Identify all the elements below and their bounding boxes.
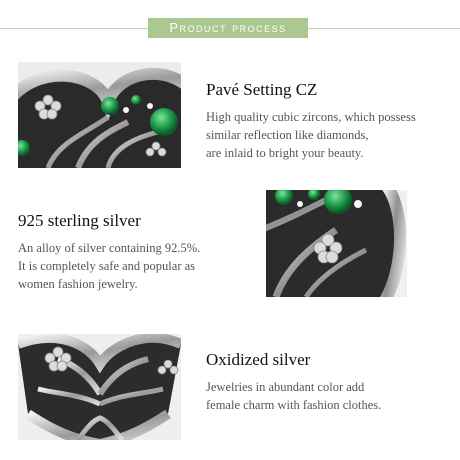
oxidized-silver-description (206, 378, 446, 414)
description-line: similar reflection like diamonds, (206, 128, 369, 142)
sterling-silver-section (18, 211, 258, 293)
pave-setting-section (206, 80, 446, 162)
description-line: are inlaid to bright your beauty. (206, 146, 364, 160)
description-line: High quality cubic zircons, which possess (206, 110, 416, 124)
section-header (0, 18, 460, 38)
description-line: female charm with fashion clothes. (206, 398, 382, 412)
header-title: Product process (148, 18, 308, 38)
pave-setting-description (206, 108, 446, 162)
sterling-silver-title: 925 sterling silver (18, 211, 141, 230)
description-line: women fashion jewelry. (18, 277, 138, 291)
description-line: An alloy of silver containing 92.5%. (18, 241, 201, 255)
charm-photo-sterling-silver (266, 190, 407, 297)
sterling-silver-description (18, 239, 258, 293)
oxidized-silver-section (206, 350, 446, 414)
charm-photo-pave-setting (18, 62, 181, 168)
description-line: It is completely safe and popular as (18, 259, 196, 273)
pave-setting-title: Pavé Setting CZ (206, 80, 318, 99)
oxidized-silver-title: Oxidized silver (206, 350, 311, 369)
description-line: Jewelries in abundant color add (206, 380, 365, 394)
charm-photo-oxidized-silver (18, 334, 181, 440)
